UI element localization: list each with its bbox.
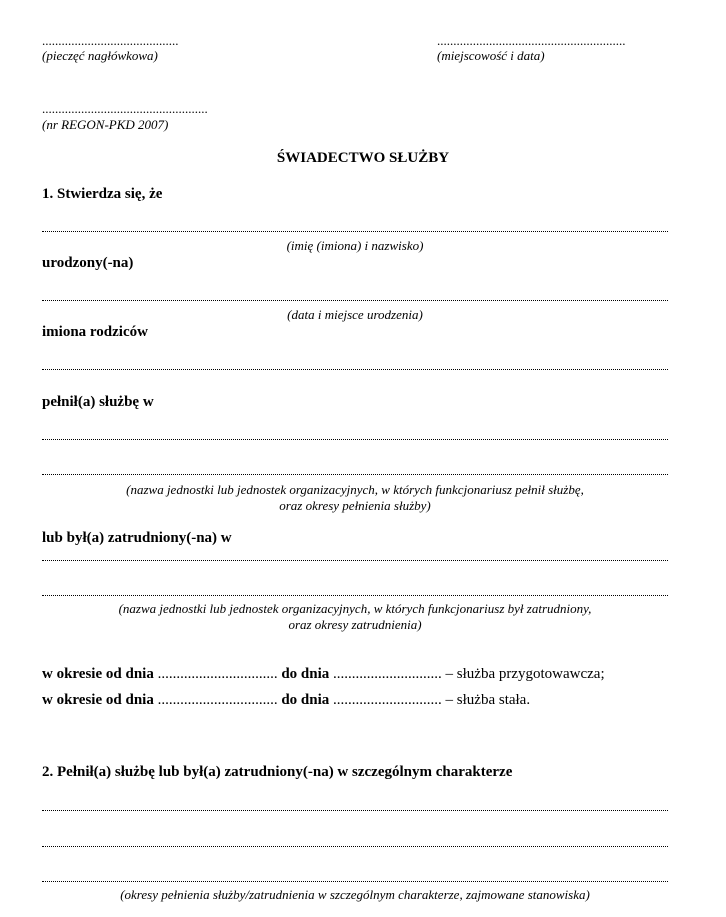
special-line-2[interactable] (42, 846, 668, 847)
regon-caption: (nr REGON-PKD 2007) (42, 117, 169, 132)
period-row-permanent (42, 692, 530, 709)
period-from-label: w okresie od dnia (42, 692, 154, 708)
employed-line-1[interactable] (42, 560, 668, 561)
served-label: pełnił(a) służbę w (42, 394, 154, 410)
period-to-label: do dnia (281, 666, 330, 682)
employed-label: lub był(a) zatrudniony(-na) w (42, 530, 232, 546)
born-line[interactable] (42, 300, 668, 301)
period-to-dots[interactable]: ............................. (333, 666, 442, 682)
stamp-caption: (pieczęć nagłówkowa) (42, 48, 158, 63)
period-from-dots[interactable]: ................................ (157, 692, 278, 708)
name-caption: (imię (imiona) i nazwisko) (286, 238, 424, 253)
period-from-dots[interactable]: ................................ (157, 666, 278, 682)
period-to-label: do dnia (281, 692, 330, 708)
period-from-label: w okresie od dnia (42, 666, 154, 682)
period-to-dots[interactable]: ............................. (333, 692, 442, 708)
served-caption-2: oraz okresy pełnienia służby) (279, 498, 431, 513)
period-suffix: – służba przygotowawcza; (445, 666, 605, 682)
served-line-1[interactable] (42, 439, 668, 440)
special-line-1[interactable] (42, 810, 668, 811)
born-label: urodzony(-na) (42, 255, 134, 271)
employed-caption-2: oraz okresy zatrudnienia) (288, 617, 422, 632)
regon-dots[interactable]: ................................................... (42, 101, 208, 116)
section2-heading: 2. Pełnił(a) służbę lub był(a) zatrudniony(-na) w szczególnym charakterze (42, 764, 513, 780)
born-caption: (data i miejsce urodzenia) (287, 307, 423, 322)
employed-caption-1: (nazwa jednostki lub jednostek organizacyjnych, w których funkcjonariusz był zatrudniony, (118, 601, 592, 616)
parents-label: imiona rodziców (42, 324, 148, 340)
served-line-2[interactable] (42, 474, 668, 475)
section1-heading: 1. Stwierdza się, że (42, 186, 163, 202)
special-caption: (okresy pełnienia służby/zatrudnienia w szczególnym charakterze, zajmowane stanowiska) (120, 887, 590, 902)
employed-line-2[interactable] (42, 595, 668, 596)
place-date-dots[interactable]: .......................................................... (437, 33, 626, 48)
period-suffix: – służba stała. (445, 692, 531, 708)
parents-line[interactable] (42, 369, 668, 370)
special-line-3[interactable] (42, 881, 668, 882)
served-caption-1: (nazwa jednostki lub jednostek organizacyjnych, w których funkcjonariusz pełnił służbę, (126, 482, 584, 497)
stamp-dots[interactable]: .......................................... (42, 33, 179, 48)
document-title: ŚWIADECTWO SŁUŻBY (276, 150, 450, 166)
period-row-preparatory (42, 666, 605, 683)
place-date-caption: (miejscowość i data) (437, 48, 545, 63)
name-line[interactable] (42, 231, 668, 232)
